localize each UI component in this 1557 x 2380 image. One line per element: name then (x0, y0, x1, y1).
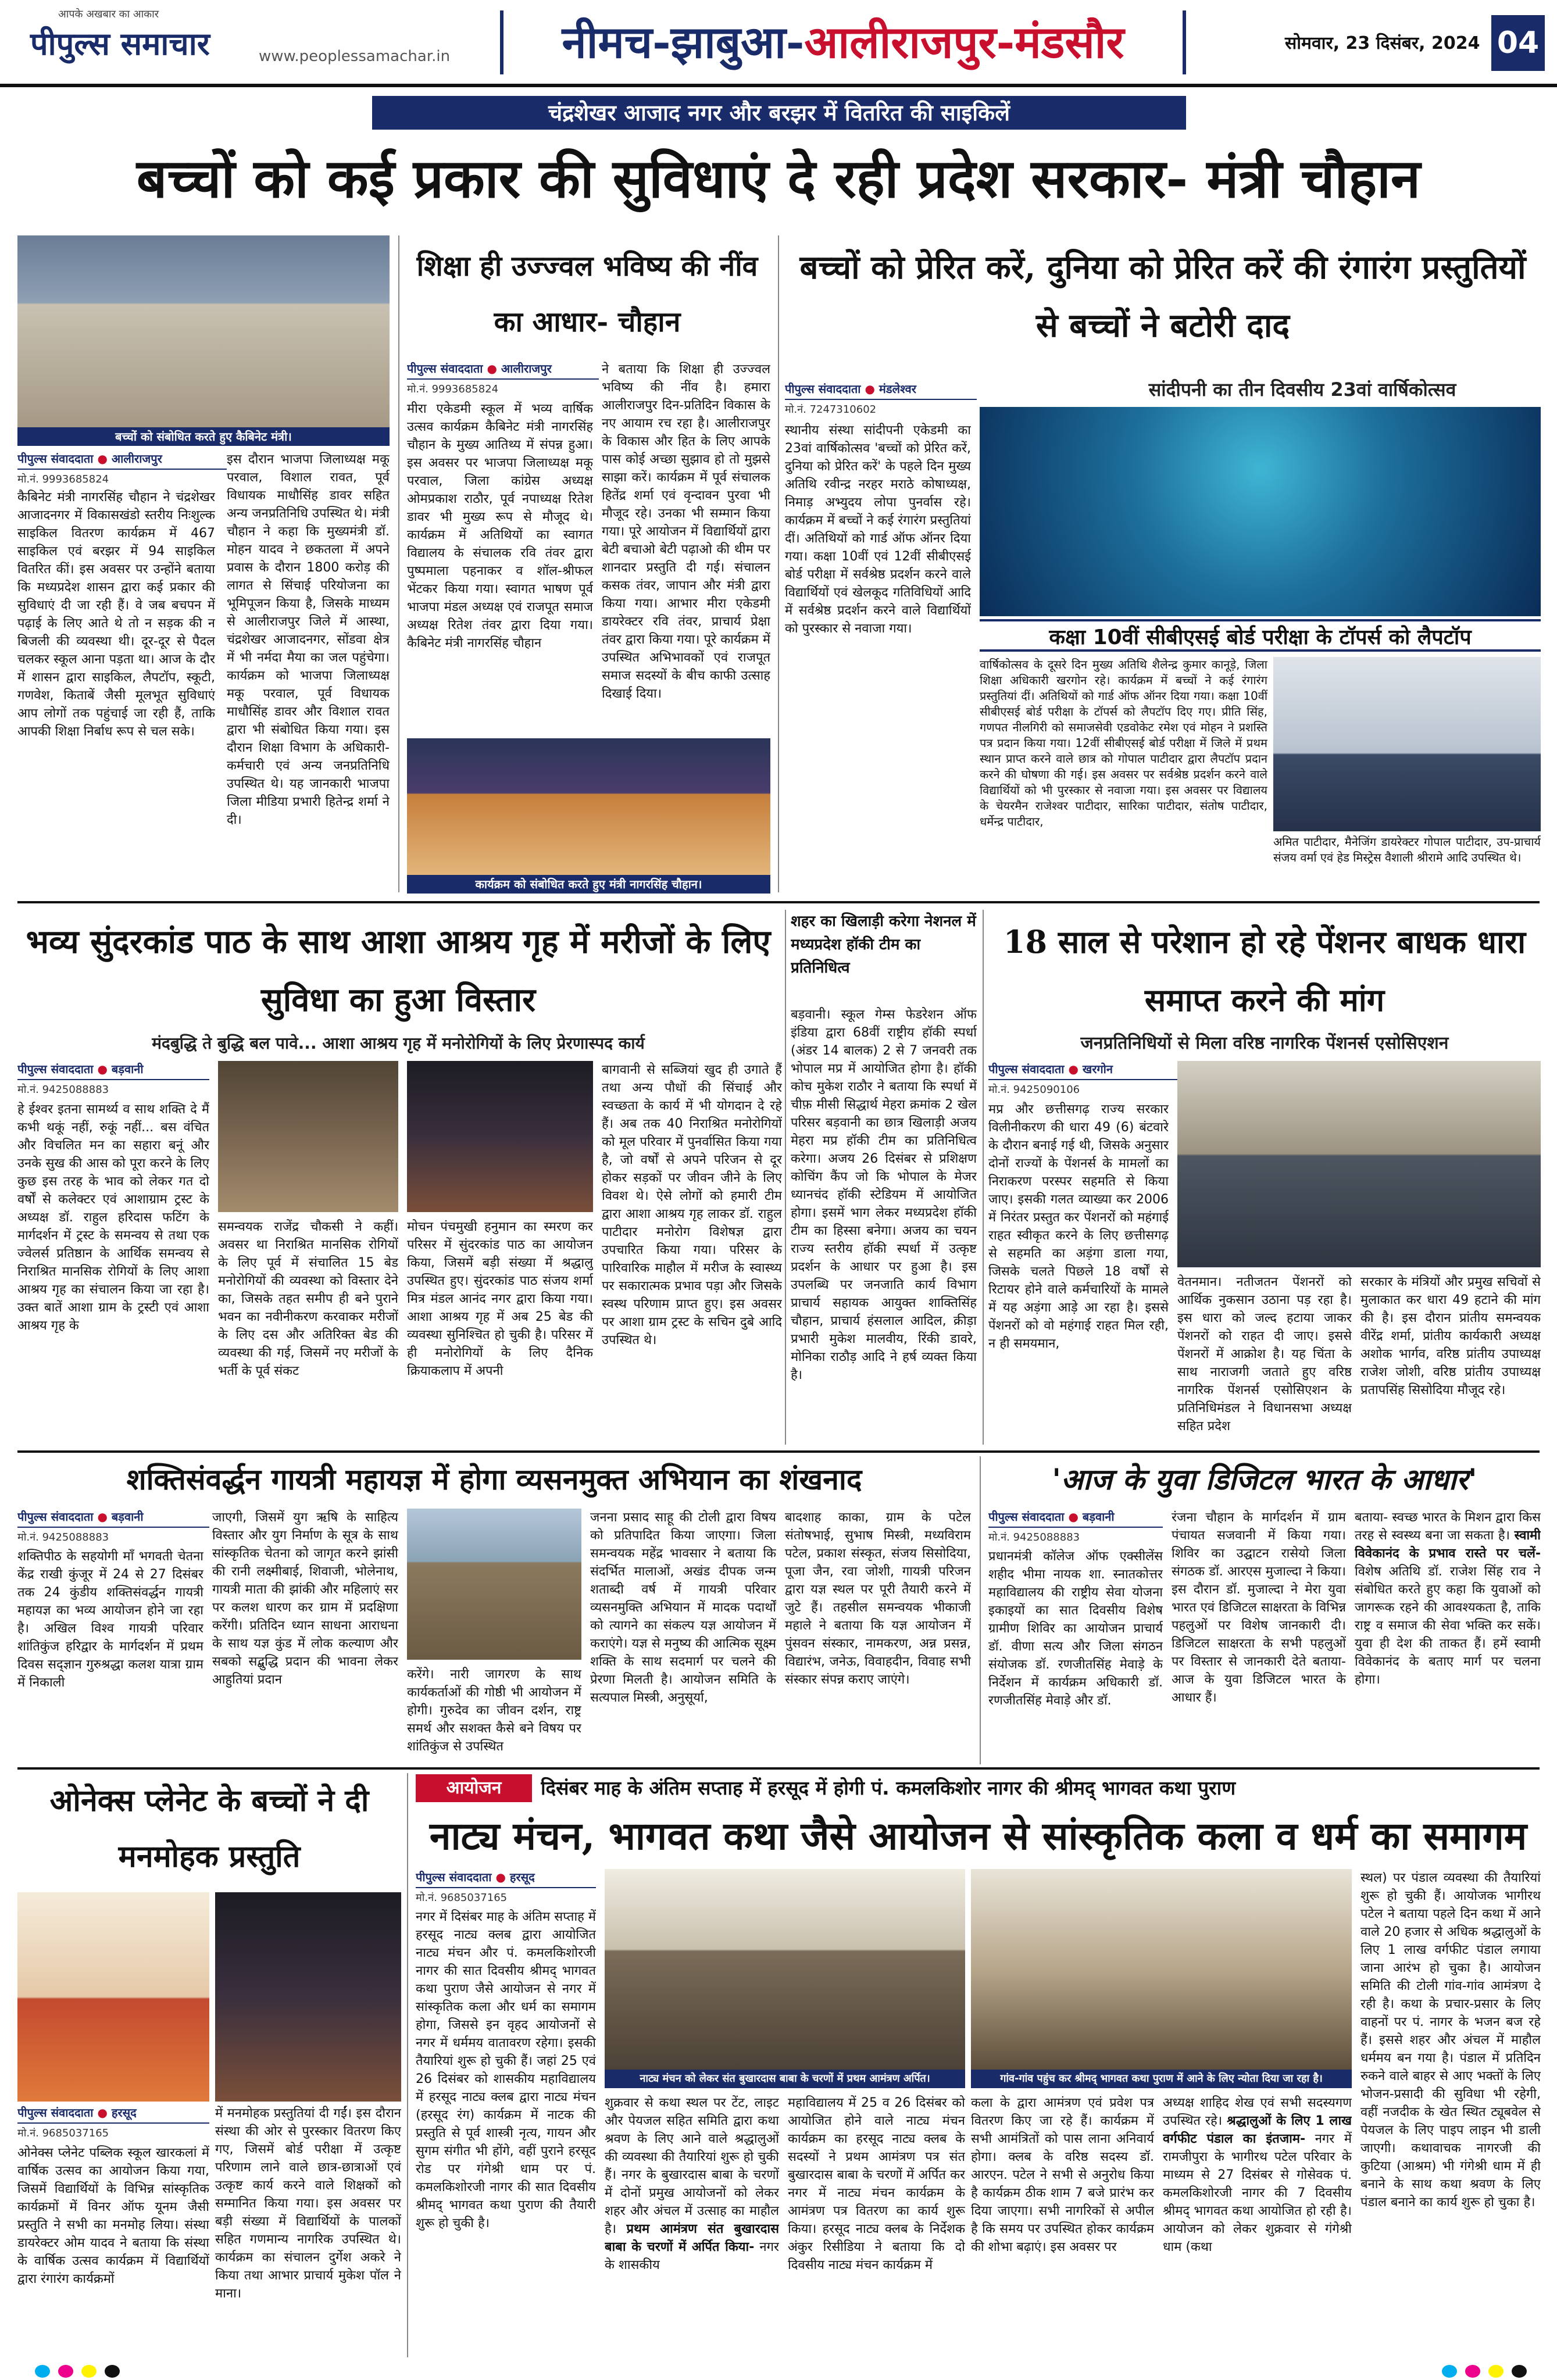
story2-col-1: मीरा एकेडमी स्कूल में भव्य वार्षिक उत्सव कार्यक्रम कैबिनेट मंत्री नागरसिंह चौहान के मुख्य आतिथ्य में संपन्न हुआ। इस अवसर पर भाजपा जिलाध्यक्ष मकू परवाल, जिला कांग्रेस अध्यक्ष ओमप्रकाश राठौर, पूर्व नपाध्यक्ष रितेश डावर भी मुख्य रूप से मौजूद थे। कार्यक्रम में अतिथियों का स्वागत विद्यालय के संचालक रवि तंवर द्वारा पुष्पमाला पहनाकर व शॉल-श्रीफल भेंटकर किया गया। स्वागत भाषण पूर्व भाजपा मंडल अध्यक्ष एवं राजपूत समाज अध्यक्ष रितेश तंवर द्वारा दिया गया। कैबिनेट मंत्री नागरसिंह चौहान (407, 402, 593, 651)
story10-col-5: अध्यक्ष शाहिद शेख एवं सभी सदस्यगण उपस्थित रहे। (1163, 2096, 1352, 2128)
story3-photo-award (1273, 657, 1541, 831)
divider (398, 235, 399, 892)
story2-photo-caption: कार्यक्रम को संबोधित करते हुए मंत्री नागरसिंह चौहान। (407, 875, 770, 894)
byline-place: बड़वानी (1082, 1510, 1115, 1524)
divider (980, 1456, 981, 1764)
story3-box-text: वार्षिकोत्सव के दूसरे दिन मुख्य अतिथि शैलेन्द्र कुमार कानूड़े, जिला शिक्षा अधिकारी खरगोन रहे। कार्यक्रम में बच्चों ने कई रंगारंग प्रस्तुतियां दीं। अतिथियों को गार्ड ऑफ ऑनर दिया गया। कक्षा 10वीं सीबीएसई बोर्ड परीक्षा के टॉपर्स को लैपटॉप दिए गए। प्रीति सिंह, गणपत नीलगिरी को समाजसेवी एडवोकेट रमेश एवं मोहन ने प्रशस्ति पत्र प्रदान किया गया। 12वीं सीबीएसई बोर्ड परीक्षा में जिले में प्रथम स्थान प्राप्त करने वाले छात्र को गोपाल पाटीदार द्वारा लैपटॉप प्रदान करने की घोषणा की गई। इस अवसर पर सर्वश्रेष्ठ प्रदर्शन करने वाले विद्यार्थियों को भी पुरस्कार से नवाजा गया। इस अवसर पर विद्यालय के चेयरमैन राजेश्वर पाटीदार, सारिका पाटीदार, संतोष पाटीदार, धर्मेन्द्र पाटीदार, (980, 657, 1267, 828)
story10-col-2b: नगर के शासकीय (605, 2240, 779, 2272)
story9-photo-1 (17, 1892, 209, 2102)
brand-tagline: आपके अखबार का आकार (58, 8, 159, 20)
story2-byline: पीपुल्स संवाददाता ● आलीराजपुर (407, 360, 599, 380)
story7-mobile: मो.नं. 9425088883 (17, 1531, 109, 1543)
register-mark (1442, 2365, 1457, 2378)
story7-col-1: शक्तिपीठ के सहयोगी माँ भगवती चेतना केंद्र राखी कुंजूर में 24 से 27 दिसंबर तक 24 कुंडीय शक्तिसंवर्द्धन गायत्री महायज्ञ का भव्य आयोजन होने जा रहा है। अखिल विश्व गायत्री परिवार शांतिकुंज हरिद्वार के मार्गदर्शन में प्रथम दिवस सद्ज्ञान गुरुश्रद्धा कलश यात्रा ग्राम में निकाली (17, 1549, 203, 1690)
story4-byline: पीपुल्स संवाददाता ● बड़वानी (17, 1061, 209, 1080)
story3-photo-dance (980, 407, 1541, 616)
lead-col-1: कैबिनेट मंत्री नागरसिंह चौहान ने चंद्रशेखर आजादनगर में विकासखंडो स्तरीय निःशुल्क साइकिल वितरण कार्यक्रम में 467 साइकिल एवं बरझर में 94 साइकिल वितरित कीं। इस अवसर पर उन्होंने बताया कि मध्यप्रदेश शासन द्वारा कई प्रकार की सुविधाएं दी जा रही हैं। वे जब बचपन में पढ़ाई के लिए आते थे तो न सड़क की न बिजली की व्यवस्था थी। दूर-दूर से पैदल चलकर स्कूल आना पड़ता था। आज के दौर में शासन द्वारा साइकिल, लैपटॉप, स्कूटी, गणवेश, किताबें जैसी मूलभूत सुविधाएं आप लोगों तक पहुंचाई जा रही हैं, ताकि आपकी शिक्षा निर्बाध रूप से चल सके। (17, 490, 215, 739)
story6-col-1: मप्र और छत्तीसगढ़ राज्य सरकार विलीनीकरण की धारा 49 (6) बंटवारे के दौरान बनाई गई थी, जिसके अनुसार दोनों राज्यों के पेंशनर्स के मामलों का निराकरण परस्पर सहमति से किया जाए। इसकी गलत व्याख्या कर 2006 में निरंतर प्रस्तुत कर पेंशनरों को महंगाई राहत स्वीकृत करने के लिए छत्तीसगढ़ से सहमति का अड़ंगा डाला गया, जिसके चलते पिछले 18 वर्षों से रिटायर होने वाले कर्मचारियों के मामले में यह अड़ंगा आड़े आ रहा है। इससे पेंशनरों को वो महंगाई राहत मिल रही, न ही समयमान, (988, 1102, 1169, 1351)
byline-place: आलीराजपुर (111, 452, 162, 466)
story8-subhead: स्वामी विवेकानंद के प्रभाव रास्ते पर चलें- (1355, 1528, 1541, 1561)
byline-text: पीपुल्स संवाददाता (17, 1062, 94, 1076)
story4-col-1: हे ईश्वर इतना सामर्थ्य व साथ शक्ति दे मैं कभी थकूं नहीं, रुकूं नहीं... बस वंचित और विचलित मन का सहारा बनूं और उनके सुख की आस को पूरा करने के लिए कुछ इस तरह के भाव को लेकर गत दो वर्षों से कलेक्टर एवं आशाग्राम ट्रस्ट के अध्यक्ष डॉ. राहुल हरिदास फटिंग के मार्गदर्शन में ट्रस्ट के समन्वय से तथा एक ज्वेलर्स प्रतिष्ठान के आर्थिक समन्वय से निराश्रित मानसिक रोगियों के लिए आशा आश्रय गृह का संचालन किया जा रहा है। उक्त बातें आशा ग्राम के ट्रस्टी एवं आशा आश्रय गृह के (17, 1102, 209, 1333)
lead-byline: पीपुल्स संवाददाता ● आलीराजपुर (17, 451, 227, 470)
section-rule (17, 901, 1540, 903)
story9-col-2: में मनमोहक प्रस्तुतियां दी गईं। इस दौरान संस्था की ओर से पुरस्कार वितरण किए गए, जिसमें बोर्ड परीक्षा में उत्कृष्ट परिणाम लाने वाले छात्र-छात्राओं एवं उत्कृष्ट कार्य करने वाले शिक्षकों को सम्मानित किया गया। इस अवसर पर बड़ी संख्या में विद्यार्थियों के पालकों सहित गणमान्य नागरिक उपस्थित थे। कार्यक्रम का संचालन दुर्गेश अकरे ने किया तथा आभार प्राचार्य मुकेश पॉल ने माना। (215, 2106, 401, 2301)
story3-subhead: सांदीपनी का तीन दिवसीय 23वां वार्षिकोत्सव (1148, 378, 1456, 401)
story8-col-1: प्रधानमंत्री कॉलेज ऑफ एक्सीलेंस शहीद भीमा नायक शा. स्नातकोत्तर महाविद्यालय की राष्ट्रीय सेवा योजना इकाइयों का सात दिवसीय विशेष ग्रामीण शिविर का आयोजन प्राचार्य डॉ. वीणा सत्य और जिला संगठन संयोजक डॉ. रणजीतसिंह मेवाड़े के निर्देशन में कार्यक्रम अधिकारी डॉ. रणजीतसिंह मेवाड़े और डॉ. (988, 1549, 1163, 1708)
story10-photo-2-caption: गांव-गांव पहुंच कर श्रीमद् भागवत कथा पुराण में आने के लिए न्योता दिया जा रहा है। (971, 2070, 1352, 2088)
story6-col-3: सरकार के मंत्रियों और प्रमुख सचिवों से मुलाकात कर धारा 49 हटाने की मांग की है। इस दौरान प्रांतीय समन्वयक वीरेंद्र शर्मा, प्रांतीय कार्यकारी अध्यक्ष अशोक भार्गव, वरिष्ठ प्रांतीय उपाध्यक्ष राजेश जोशी, वरिष्ठ प्रांतीय उपाध्यक्ष प्रतापसिंह सिसोदिया मौजूद रहे। (1360, 1275, 1541, 1398)
story2-byline-block (407, 360, 599, 395)
story10-subhead-2: श्रद्धालुओं के लिए 1 लाख वर्गफीट पंडाल का इंतजाम- (1163, 2114, 1352, 2146)
story3-byline-block (785, 381, 977, 416)
story10-headline: नाट्य मंचन, भागवत कथा जैसे आयोजन से सांस्कृतिक कला व धर्म का समागम (429, 1813, 1527, 1859)
story10-col-2-wrap (605, 2094, 779, 2359)
byline-text: पीपुल्स संवाददाता (988, 1510, 1065, 1524)
region-title (500, 10, 1186, 74)
story5-text: बड़वानी। स्कूल गेम्स फेडरेशन ऑफ इंडिया द्वारा 68वीं राष्ट्रीय हॉकी स्पर्धा (अंडर 14 बालक) 2 से 7 जनवरी तक भोपाल मप्र में आयोजित होगा है। हॉकी कोच मुकेश राठौर ने बताया कि स्पर्धा में चीफ़ मीसी सिद्धार्थ मेहरा क्रमांक 2 खेल परिसर बड़वानी का छात्र खिलाड़ी अजय मेहरा मप्र हॉकी टीम का प्रतिनिधित्व करेगा। अजय 26 दिसंबर से प्रशिक्षण कोचिंग कैंप जो कि भोपाल के मेजर ध्यानचंद हॉकी स्टेडियम में आयोजित होगा। इसमें भाग लेकर मध्यप्रदेश हॉकी टीम का हिस्सा बनेगा। अजय का चयन राज्य स्तरीय हॉकी स्पर्धा में उत्कृष्ट प्रदर्शन के आधार पर हुआ है। इस उपलब्धि पर जनजाति कार्य विभाग प्राचार्य सहायक आयुक्त शाक्तिसिंह चौहान, प्राचार्य हंसलाल आदिल, क्रीड़ा प्रभारी मुकेश मालवीय, रिंकी डावरे, मोनिका राठौड़ आदि ने हर्ष व्यक्त किया है। (791, 1007, 977, 1382)
story10-tag: आयोजन (416, 1774, 532, 1802)
byline-text: पीपुल्स संवाददाता (17, 452, 94, 466)
issue-date: सोमवार, 23 दिसंबर, 2024 (1285, 33, 1480, 53)
story10-photo-1 (605, 1869, 965, 2070)
story2-photo (407, 738, 770, 875)
lead-photo (17, 235, 390, 427)
story7-col-2: जाएगी, जिसमें युग ऋषि के साहित्य विस्तार और युग निर्माण के सूत्र के साथ सांस्कृतिक चेतना को जागृत करने झांसी की रानी लक्ष्मीबाई, शिवाजी, भोलेनाथ, गायत्री माता की झांकी और महिलाएं सर पर कलश धारण कर ग्राम में प्रदक्षिणा करेंगी। प्रतिदिन ध्यान साधना आराधना के साथ यज्ञ कुंड में लोक कल्याण और सबको सद्बुद्धि प्रदान की भावना लेकर आहुतियां प्रदान (212, 1510, 398, 1687)
story3-mobile: मो.नं. 7247310602 (785, 403, 877, 416)
story8-col-3: बताया- स्वच्छ भारत के मिशन द्वारा किस तरह से स्वस्थ्य बना जा सकता है। (1355, 1510, 1541, 1543)
byline-text: पीपुल्स संवाददाता (785, 382, 861, 396)
story10-photo-1-caption: नाट्य मंचन को लेकर संत बुखारदास बाबा के चरणों में प्रथम आमंत्रण अर्पित। (605, 2070, 965, 2088)
story10-mobile: मो.नं. 9685037165 (416, 1892, 508, 1904)
register-mark (1465, 2365, 1480, 2378)
story3-byline: पीपुल्स संवाददाता ● मंडलेश्वर (785, 381, 977, 400)
story8-byline: पीपुल्स संवाददाता ● बड़वानी (988, 1509, 1163, 1528)
story10-col-5b: नगर में रामजीपुरा के भागीरथ पटेल परिवार के माध्यम से 27 दिसंबर से गोसेवक पं. कमलकिशोरजी नागर की 7 दिवसीय श्रीमद् भागवत कथा आयोजित हो रही है। आयोजन को लेकर शुक्रवार से गंगेश्री धाम (कथा (1163, 2132, 1352, 2254)
story3-col-1: स्थानीय संस्था सांदीपनी एकेडमी का 23वां वार्षिकोत्सव 'बच्चों को प्रेरित करें, दुनिया को प्रेरित करें' के पहले दिन मुख्य अतिथि रवीन्द्र नरहर मराठे कोषाध्यक्ष, निमाड़ अभ्युदय लोपा पुनर्वास रहे। कार्यक्रम में बच्चों ने कई रंगारंग प्रस्तुतियां दीं। अतिथियों को गार्ड ऑफ ऑनर दिया गया। कक्षा 10वीं एवं 12वीं सीबीएसई बोर्ड परीक्षा में सर्वश्रेष्ठ प्रदर्शन करने वाले विद्यार्थियों एवं खेलकूद गतिविधियों आदि में सर्वश्रेष्ठ प्रदर्शन करने वाले विद्यार्थियों को पुरस्कार से नवाजा गया। (785, 423, 971, 636)
lead-photo-caption: बच्चों को संबोधित करते हुए कैबिनेट मंत्री। (17, 427, 390, 446)
story6-col-2: वेतनमान। नतीजतन पेंशनरों को आर्थिक नुकसान उठाना पड़ रहा है। इस धारा को जल्द हटाया जाकर पेंशनरों को राहत दी जाए। इससे पेंशनरों में आक्रोश है। यह चिंता के साथ नाराजगी जताते हुए वरिष्ठ नागरिक पेंशनर्स एसोसिएशन के प्रतिनिधिमंडल ने विधानसभा अध्यक्ष सहित प्रदेश (1177, 1275, 1352, 1434)
story10-col-4: कला के द्वारा आमंत्रण एवं प्रवेश पत्र वितरण किए जा रहे हैं। कार्यक्रम में सभी आमंत्रितों को पास लाना अनिवार्य होगा। क्लब के वरिष्ठ सदस्य डॉ. आरएन. पटेल ने सभी से अनुरोध किया है कार्यक्रम ठीक शाम 7 बजे प्रारंभ कर दिया जाएगा। सभी नागरिकों से अपील है कि समय पर उपस्थित होकर कार्यक्रम की शोभा बढ़ाएं। इस अवसर पर (971, 2096, 1154, 2254)
byline-place: हरसूद (509, 1870, 535, 1884)
byline-text: पीपुल्स संवाददाता (407, 362, 483, 376)
story4-col-2: समन्वयक राजेंद्र चौकसी ने कहीं। अवसर था निराश्रित मानसिक रोगियों के लिए पूर्व में संचालित 15 बेड मनोरोगियों की व्यवस्था को विस्तार देने का, जिसके तहत समीप ही बने पुराने भवन का नवीनीकरण करवाकर मरीजों के लिए दस और अतिरिक्त बेड की व्यवस्था की गई, जिसमें नए मरीजों के भर्ती के पूर्व संकट (218, 1220, 398, 1378)
lead-kicker: चंद्रशेखर आजाद नगर और बरझर में वितरित की साइकिलें (372, 96, 1186, 130)
byline-place: हरसूद (111, 2106, 137, 2120)
story10-col-6: स्थल) पर पंडाल व्यवस्था की तैयारियां शुरू हो चुकी हैं। आयोजक भागीरथ पटेल ने बताया पहले दिन कथा में आने वाले 20 हजार से अधिक श्रद्धालुओं के लिए 1 लाख वर्गफीट पंडाल लगाया जाना आरंभ हो चुका है। आयोजन समिति की टोली गांव-गांव आमंत्रण दे रही है। कथा के प्रचार-प्रसार के लिए वाहनों पर पं. नागर के भजन बज रहे हैं। इससे शहर और अंचल में माहौल धर्ममय बन गया है। पंडाल में प्रतिदिन रुकने वाले बाहर से आए भक्तों के लिए भोजन-प्रसादी की सुविधा भी रहेगी, वहीं नजदीक के खेत स्थित ट्यूबवेल से पेयजल के लिए पाइप लाइन भी डाली जाएगी। कथावाचक नागरजी की कुटिया (आश्रम) भी गंगेश्री धाम में ही बनाने के साथ कथा श्रवण के लिए पंडाल बनाने का कार्य शुरू हो चुका है। (1360, 1871, 1541, 2210)
story6-byline: पीपुल्स संवाददाता ● खरगोन (988, 1061, 1180, 1080)
byline-place: मंडलेश्वर (879, 382, 916, 396)
story10-byline-block (416, 1869, 596, 1904)
story9-mobile: मो.नं. 9685037165 (17, 2127, 109, 2139)
region-title-a: नीमच-झाबुआ- (562, 16, 805, 68)
story7-col-3: करेंगे। नारी जागरण के साथ कार्यकर्ताओं की गोष्ठी भी आयोजन में होगी। गुरुदेव का जीवन दर्शन, राष्ट्र समर्थ और सशक्त कैसे बने विषय पर शांतिकुंज से उपस्थित (407, 1667, 581, 1754)
story9-col-1: ओनेक्स प्लेनेट पब्लिक स्कूल खारकलां में वार्षिक उत्सव का आयोजन किया गया, जिसमें विद्यार्थियों के विभिन्न सांस्कृतिक कार्यक्रमों में विनर ऑफ यूनम जैसी प्रस्तुति ने सभी का मनमोह लिया। संस्था डायरेक्टर ओम यादव ने बताया कि संस्था के वार्षिक उत्सव कार्यक्रम में विद्यार्थियों द्वारा रंगारंग कार्यक्रमों (17, 2146, 209, 2286)
region-title-b: आलीराजपुर-मंडसौर (804, 16, 1124, 68)
story2-mobile: मो.नं. 9993685824 (407, 383, 499, 395)
byline-text: पीपुल्स संवाददाता (416, 1870, 492, 1884)
story10-subhead-1: प्रथम आमंत्रण संत बुखारदास बाबा के चरणों में अर्पित किया- (605, 2222, 779, 2254)
story10-col-3: महाविद्यालय में 25 व 26 दिसंबर को आयोजित होने वाले नाट्य मंचन कार्यक्रम का हरसूद नाट्य क्लब के सदस्यों ने प्रथम आमंत्रण पत्र संत बुखारदास बाबा के चरणों में अर्पित कर नगर में नाट्य मंचन कार्यक्रम के आमंत्रण पत्र वितरण का कार्य शुरू किया। हरसूद नाट्य क्लब के निर्देशक अंकुर रिसीडिया ने बताया कि दो दिवसीय नाट्य मंचन कार्यक्रम में (788, 2096, 965, 2272)
byline-place: बड़वानी (111, 1062, 144, 1076)
story7-col-5: बादशाह काका, ग्राम के पटेल संतोषभाई, सुभाष मिस्त्री, मध्यविराम पटेल, प्रकाश संस्कृत, संजय सिसोदिया, पूजा जैन, रवा जोशी, गायत्री परिजन द्वारा यज्ञ स्थल पर पूरी तैयारी करने में जुटे हैं। तहसील समन्वयक भीकाजी महाले ने बताया कि यज्ञ आयोजन में पुंसवन संस्कार, नामकरण, अन्न प्रसन्न, विद्यारंभ, जनेऊ, विवाहदीन, विवाह सभी संस्कार संपन्न कराए जाएंगे। (785, 1510, 971, 1687)
lead-col-2: इस दौरान भाजपा जिलाध्यक्ष मकू परवाल, विशाल रावत, पूर्व विधायक माधौसिंह डावर सहित अन्य जनप्रतिनिधि उपस्थित थे। मंत्री चौहान ने कहा कि मुख्यमंत्री डॉ. मोहन यादव ने छकतला में अपने प्रवास के दौरान 1800 करोड़ की लागत से सिंचाई परियोजना का भूमिपूजन किया है, जिसके माध्यम से आलीराजपुर जिले में आस्था, चंद्रशेखर आजादनगर, सोंडवा क्षेत्र में भी नर्मदा मैया का जल पहुंचेगा। कार्यक्रम को भाजपा जिलाध्यक्ष मकू परवाल, पूर्व विधायक माधौसिंह डावर और विशाल रावत द्वारा भी संबोधित किया गया। इस दौरान शिक्षा विभाग के अधिकारी-कर्मचारी एवं अन्य जनप्रतिनिधि उपस्थित थे। यह जानकारी भाजपा जिला मीडिया प्रभारी हितेन्द्र शर्मा ने दी। (227, 452, 390, 827)
lead-byline-block (17, 451, 227, 485)
website-url[interactable]: www.peoplessamachar.in (259, 48, 451, 65)
story6-subhead: जनप्रतिनिधियों से मिला वरिष्ठ नागरिक पेंशनर्स एसोसिएशन (1080, 1033, 1449, 1053)
story6-byline-block (988, 1061, 1180, 1096)
story2-headline: शिक्षा ही उज्ज्वल भविष्य की नींव का आधार- चौहान (416, 250, 758, 338)
story3-box-title: कक्षा 10वीं सीबीएसई बोर्ड परीक्षा के टॉपर्स को लैपटॉप (980, 619, 1541, 652)
story4-photo-2 (407, 1061, 593, 1212)
story10-col-1: नगर में दिसंबर माह के अंतिम सप्ताह में हरसूद नाट्य क्लब द्वारा आयोजित नाट्य मंचन और पं. कमलकिशोरजी नागर की सात दिवसीय श्रीमद् भागवत कथा पुराण जैसे आयोजन से नगर में सांस्कृतिक कला और धर्म का समागम होगा, जिससे इन वृहद आयोजनों से नगर में धर्ममय वातावरण रहेगा। इसकी तैयारियां शुरू हो चुकी हैं। जहां 25 एवं 26 दिसंबर को शासकीय महाविद्यालय में हरसूद नाट्य क्लब द्वारा नाट्य मंचन (हरसूद रंग) कार्यक्रम में नाटक की प्रस्तुति से पूर्व शास्त्री नृत्य, गायन और सुगम संगीत भी होंगे, वहीं पुराने हरसूद रोड पर गंगेश्री धाम पर पं. कमलकिशोरजी नागर की सात दिवसीय श्रीमद् भागवत कथा पुराण की तैयारी शुरू हो चुकी है। (416, 1910, 596, 2231)
divider (785, 910, 786, 1445)
register-mark (35, 2365, 50, 2378)
divider (983, 910, 984, 1445)
story4-subhead: मंदबुद्धि ते बुद्धि बल पावे... आशा आश्रय गृह में मनोरोगियों के लिए प्रेरणास्पद कार्य (152, 1034, 645, 1053)
story4-mobile: मो.नं. 9425088883 (17, 1084, 109, 1096)
divider (778, 235, 779, 892)
register-mark (1488, 2365, 1504, 2378)
byline-place: आलीराजपुर (501, 362, 552, 376)
register-mark (58, 2365, 73, 2378)
brand-logo: पीपुल्स समाचार (30, 25, 210, 62)
byline-text: पीपुल्स संवाददाता (17, 1510, 94, 1524)
byline-place: खरगोन (1082, 1062, 1113, 1076)
story6-headline: 18 साल से परेशान हो रहे पेंशनर बाधक धारा समाप्त करने की मांग (1003, 923, 1526, 1019)
story9-byline-block (17, 2104, 209, 2139)
masthead (0, 0, 1557, 87)
section-rule (17, 1450, 1540, 1453)
page-number: 04 (1491, 15, 1545, 71)
story8-mobile: मो.नं. 9425088883 (988, 1531, 1080, 1543)
byline-text: पीपुल्स संवाददाता (17, 2106, 94, 2120)
register-mark (81, 2365, 97, 2378)
story7-col-4: जनना प्रसाद साहू की टोली द्वारा विषय को प्रतिपादित किया जाएगा। जिला समन्वयक महेंद्र भावसार ने बताया कि संदर्भित मालाओं, अखंड दीपक जन्म शताब्दी वर्ष में गायत्री परिवार व्यसनमुक्ति अभियान में मादक पदार्थों को त्यागने का संकल्प यज्ञ आयोजन में कराएंगे। यज्ञ से मनुष्य की आत्मिक सूक्ष्म शक्ति के साथ सदमार्ग पर चलने की प्रेरणा मिलती है। आयोजन समिति के सत्यपाल मिस्त्री, अनुसूर्या, (590, 1510, 776, 1705)
print-register-bar (0, 2363, 1557, 2380)
story2-col-2: ने बताया कि शिक्षा ही उज्ज्वल भविष्य की नींव है। हमारा आलीराजपुर दिन-प्रतिदिन विकास के नए आयाम रच रहा है। आलीराजपुर के विकास और हित के लिए आपके पास कोई अच्छा सुझाव हो तो मुझसे साझा करें। कार्यक्रम में पूर्व संचालक हितेंद्र शर्मा एवं वृन्दावन पुरवा भी मौजूद रहे। उनका भी सम्मान किया गया। पूरे आयोजन में विद्यार्थियों द्वारा बेटी बचाओ बेटी पढ़ाओ की थीम पर शानदार प्रस्तुति दी गई। संचालन कसक तंवर, जापान और मंत्री द्वारा किया गया। आभार मीरा एकेडमी डायरेक्टर रवि तंवर, प्राचार्य प्रेक्षा तंवर द्वारा किया गया। पूरे कार्यक्रम में उपस्थित अभिभावकों एवं राजपूत समाज सदस्यों के बीच काफी उत्साह दिखाई दिया। (602, 362, 770, 701)
byline-place: बड़वानी (111, 1510, 144, 1524)
divider (407, 1773, 408, 2357)
story7-headline: शक्तिसंवर्द्धन गायत्री महायज्ञ में होगा व्यसनमुक्त अभियान का शंखनाद (126, 1462, 862, 1496)
story7-photo (407, 1509, 581, 1660)
story10-photo-2 (971, 1869, 1352, 2070)
register-mark (1512, 2365, 1527, 2378)
story6-photo (1177, 1061, 1541, 1267)
story5-kicker: शहर का खिलाड़ी करेगा नेशनल में मध्यप्रदेश हॉकी टीम का प्रतिनिधित्व (791, 913, 976, 977)
story4-byline-block (17, 1061, 209, 1096)
story8-headline: 'आज के युवा डिजिटल भारत के आधार' (1052, 1462, 1477, 1496)
story7-byline: पीपुल्स संवाददाता ● बड़वानी (17, 1509, 209, 1528)
story8-col-2: रंजना चौहान के मार्गदर्शन में ग्राम पंचायत सजवानी में किया गया। शिविर का उद्घाटन रासेयो जिला संगठक डॉ. आरएस मुजाल्दा ने किया। इस दौरान डॉ. मुजाल्दा ने मेरा युवा भारत एवं डिजिटल साक्षरता के विभिन्न पहलुओं पर विशेष जानकारी दी। डिजिटल साक्षरता के सभी पहलुओं पर विस्तार से जानकारी देते बताया- आज के युवा डिजिटल भारत के आधार हैं। (1172, 1510, 1346, 1705)
story9-headline: ओनेक्स प्लेनेट के बच्चों ने दी मनमोहक प्रस्तुति (49, 1783, 369, 1874)
story10-byline: पीपुल्स संवाददाता ● हरसूद (416, 1869, 596, 1888)
story10-col-5-wrap (1163, 2094, 1352, 2359)
story9-byline: पीपुल्स संवाददाता ● हरसूद (17, 2104, 209, 2124)
story9-photo-2 (215, 1892, 401, 2102)
byline-text: पीपुल्स संवाददाता (988, 1062, 1065, 1076)
story8-byline-block (988, 1509, 1163, 1543)
section-rule (17, 1767, 1540, 1770)
story3-headline: बच्चों को प्रेरित करें, दुनिया को प्रेरित करें की रंगारंग प्रस्तुतियों से बच्चों ने बटोरी दाद (799, 248, 1526, 345)
story3-box-caption: अमित पाटीदार, मैनेजिंग डायरेक्टर गोपाल पाटीदार, उप-प्राचार्य संजय वर्मा एवं हेड मिस्ट्रेस वैशाली श्रीरामे आदि उपस्थित थे। (1273, 835, 1541, 864)
register-mark (105, 2365, 120, 2378)
lead-headline: बच्चों को कई प्रकार की सुविधाएं दे रही प्रदेश सरकार- मंत्री चौहान (136, 147, 1421, 210)
story4-headline: भव्य सुंदरकांड पाठ के साथ आशा आश्रय गृह में मरीजों के लिए सुविधा का हुआ विस्तार (26, 923, 771, 1019)
story8-col-3b: विशेष अतिथि डॉ. राजेश सिंह राव ने संबोधित करते हुए कहा कि युवाओं को जागरूक रहने की आवश्यकता है, ताकि राष्ट्र व समाज की सेवा भक्ति कर सकें। युवा ही देश की ताकत हैं। हमें स्वामी विवेकानंद के बताए मार्ग पर चलना होगा। (1355, 1564, 1541, 1687)
story7-byline-block (17, 1509, 209, 1543)
story4-photo-1 (218, 1061, 398, 1212)
story10-col-2: शुक्रवार से कथा स्थल पर टेंट, लाइट और पेयजल सहित समिति द्वारा कथा श्रवण के लिए आने वाले श्रद्धालुओं की व्यवस्था की तैयारियां शुरू हो चुकी हैं। नगर के बुखारदास बाबा के चरणों में दोनों प्रमुख आयोजनों को लेकर शहर और अंचल में उत्साह का माहौल है। (605, 2096, 779, 2236)
story4-col-4: बागवानी से सब्जियां खुद ही उगाते हैं तथा अन्य पौधों की सिंचाई और स्वच्छता के कार्य में भी योगदान दे रहे हैं। अब तक 40 निराश्रित मनोरोगियों को मूल परिवार में पुनर्वासित किया गया है, जो वर्षों से अपने परिजन से दूर होकर सड़कों पर जीवन जीने के लिए विवश थे। ऐसे लोगों को हमारी टीम द्वारा आशा आश्रय गृह लाकर डॉ. राहुल पाटीदार मनोरोग विशेषज्ञ द्वारा उपचारित किया गया। परिसर के पारिवारिक माहौल में मरीज के स्वास्थ्य पर सकारात्मक प्रभाव पड़ा और जिसके स्वस्थ परिणाम प्राप्त हुए। इस अवसर पर आशा ग्राम ट्रस्ट के सचिन दुबे आदि उपस्थित थे। (602, 1063, 782, 1348)
story6-mobile: मो.नं. 9425090106 (988, 1084, 1080, 1096)
story10-kicker: दिसंबर माह के अंतिम सप्ताह में हरसूद में होगी पं. कमलकिशोर नागर की श्रीमद् भागवत कथा पुराण (541, 1777, 1236, 1799)
story8-col-3-wrap (1355, 1509, 1541, 1763)
story4-col-3: मोचन पंचमुखी हनुमान का स्मरण कर परिसर में सुंदरकांड पाठ का आयोजन किया, जिसमें बड़ी संख्या में श्रद्धालु उपस्थित हुए। सुंदरकांड पाठ संजय शर्मा मित्र मंडल आनंद नगर द्वारा किया गया। आशा आश्रय गृह में अब 25 बेड की व्यवस्था सुनिश्चित हो चुकी है। परिसर में ही मनोरोगियों के लिए दैनिक क्रियाकलाप में अपनी (407, 1220, 593, 1378)
lead-mobile: मो.नं. 9993685824 (17, 473, 109, 485)
